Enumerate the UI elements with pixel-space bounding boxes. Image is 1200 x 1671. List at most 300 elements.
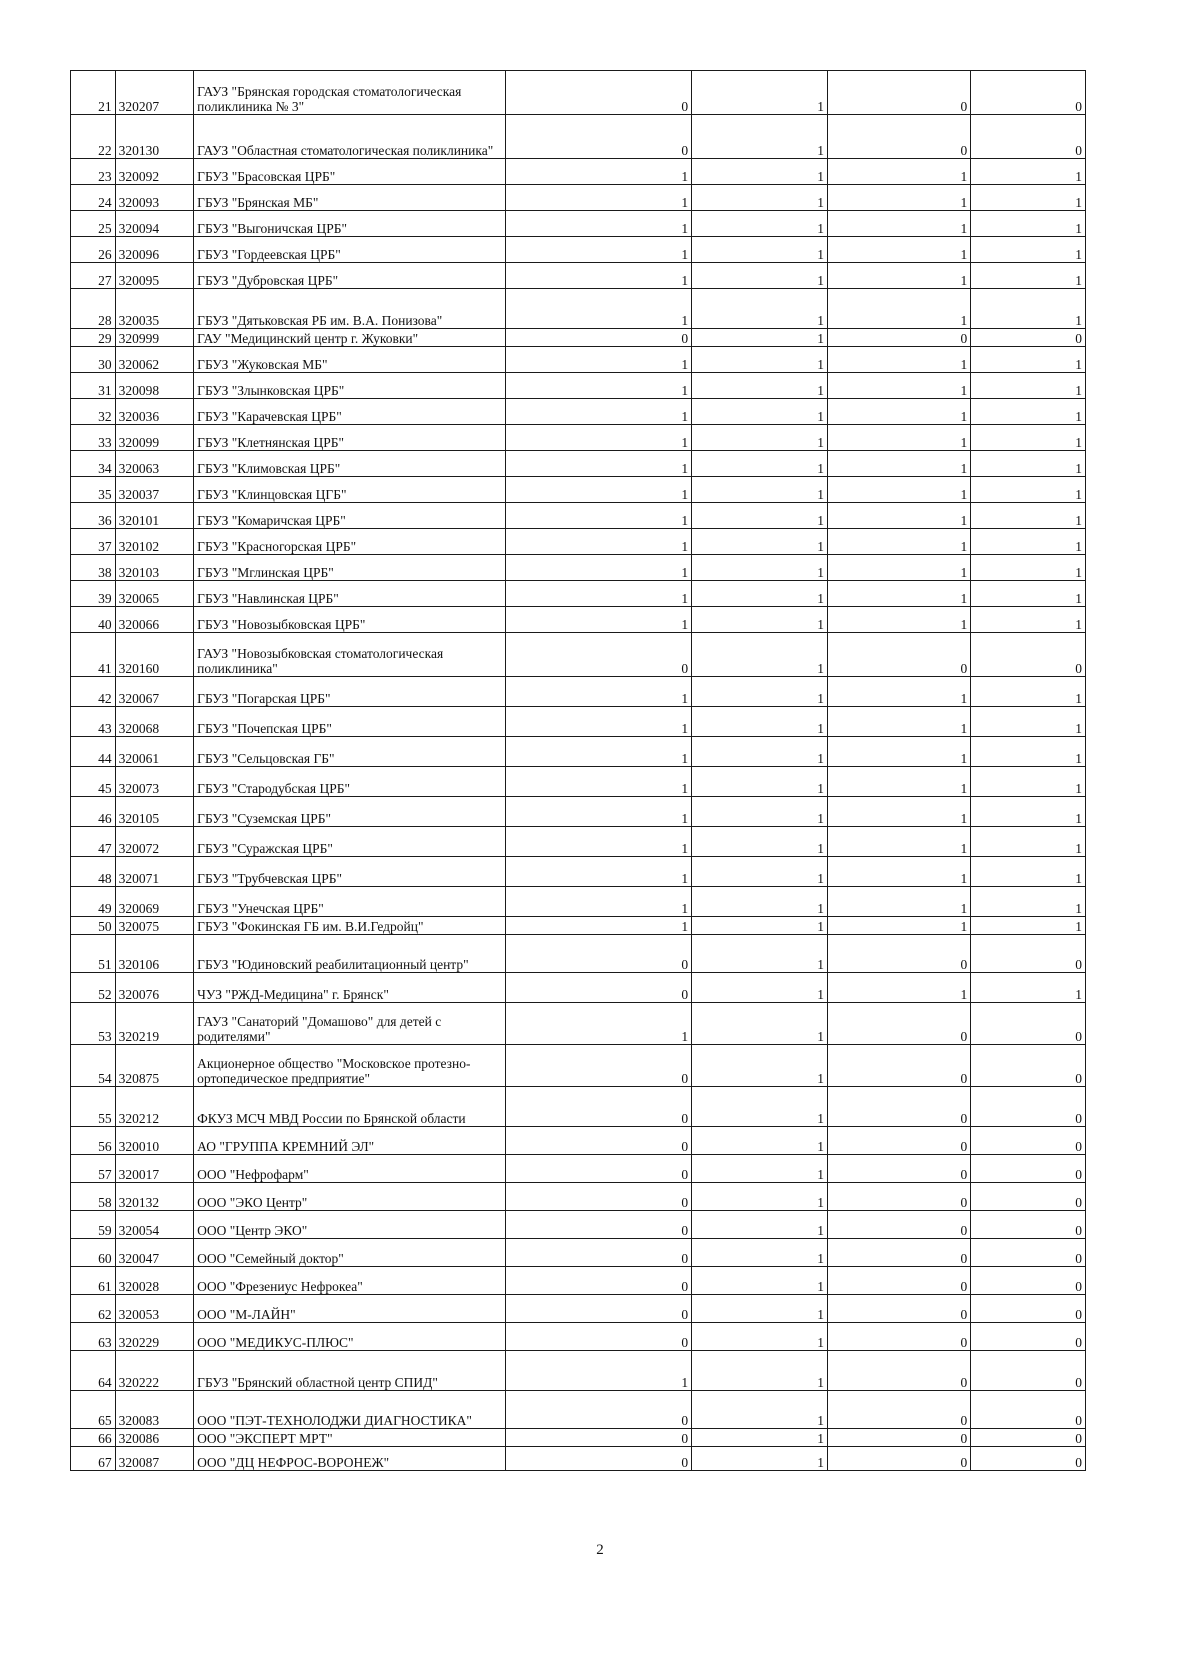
table-row [71, 1295, 1086, 1323]
row-number-cell: 66 [71, 1429, 116, 1447]
value-cell-4: 0 [971, 1323, 1086, 1351]
code-cell: 320094 [115, 211, 194, 237]
code-cell: 320010 [115, 1127, 194, 1155]
table-row [71, 263, 1086, 289]
value-cell-1: 1 [506, 887, 692, 917]
row-number-cell: 63 [71, 1323, 116, 1351]
code-cell: 320101 [115, 503, 194, 529]
value-cell-1: 1 [506, 289, 692, 329]
value-cell-1: 0 [506, 1295, 692, 1323]
table-row [71, 185, 1086, 211]
value-cell-3: 1 [827, 399, 970, 425]
row-number-cell: 45 [71, 767, 116, 797]
value-cell-3: 0 [827, 1127, 970, 1155]
value-cell-1: 1 [506, 347, 692, 373]
organization-name-cell: ГБУЗ "Красногорская ЦРБ" [194, 529, 506, 555]
organization-name-cell: ГБУЗ "Брянский областной центр СПИД" [194, 1351, 506, 1391]
value-cell-3: 0 [827, 1239, 970, 1267]
code-cell: 320083 [115, 1391, 194, 1429]
value-cell-1: 1 [506, 1351, 692, 1391]
row-number-cell: 25 [71, 211, 116, 237]
table-row [71, 973, 1086, 1003]
table-row [71, 425, 1086, 451]
value-cell-2: 1 [692, 1155, 828, 1183]
code-cell: 320160 [115, 633, 194, 677]
table-row [71, 1429, 1086, 1447]
value-cell-4: 0 [971, 1183, 1086, 1211]
value-cell-2: 1 [692, 1295, 828, 1323]
organization-name-cell: ООО "ДЦ НЕФРОС-ВОРОНЕЖ" [194, 1447, 506, 1471]
table-row [71, 887, 1086, 917]
value-cell-4: 1 [971, 451, 1086, 477]
table-row [71, 451, 1086, 477]
value-cell-3: 1 [827, 797, 970, 827]
row-number-cell: 38 [71, 555, 116, 581]
value-cell-2: 1 [692, 329, 828, 347]
organization-name-cell: ГБУЗ "Суземская ЦРБ" [194, 797, 506, 827]
value-cell-4: 0 [971, 1429, 1086, 1447]
value-cell-4: 0 [971, 1211, 1086, 1239]
organization-name-cell: ГБУЗ "Климовская ЦРБ" [194, 451, 506, 477]
value-cell-1: 0 [506, 1045, 692, 1087]
code-cell: 320099 [115, 425, 194, 451]
value-cell-4: 0 [971, 1003, 1086, 1045]
value-cell-2: 1 [692, 1211, 828, 1239]
code-cell: 320069 [115, 887, 194, 917]
value-cell-1: 1 [506, 373, 692, 399]
value-cell-3: 1 [827, 827, 970, 857]
value-cell-3: 0 [827, 935, 970, 973]
value-cell-3: 0 [827, 1447, 970, 1471]
value-cell-2: 1 [692, 1323, 828, 1351]
value-cell-1: 0 [506, 1183, 692, 1211]
code-cell: 320054 [115, 1211, 194, 1239]
value-cell-2: 1 [692, 477, 828, 503]
value-cell-2: 1 [692, 237, 828, 263]
row-number-cell: 49 [71, 887, 116, 917]
value-cell-2: 1 [692, 1183, 828, 1211]
code-cell: 320132 [115, 1183, 194, 1211]
table-row [71, 607, 1086, 633]
value-cell-1: 0 [506, 1447, 692, 1471]
table-row [71, 1391, 1086, 1429]
value-cell-4: 1 [971, 289, 1086, 329]
value-cell-1: 1 [506, 503, 692, 529]
value-cell-2: 1 [692, 1391, 828, 1429]
value-cell-1: 0 [506, 1211, 692, 1239]
code-cell: 320103 [115, 555, 194, 581]
row-number-cell: 64 [71, 1351, 116, 1391]
table-row [71, 503, 1086, 529]
value-cell-2: 1 [692, 1267, 828, 1295]
value-cell-3: 1 [827, 425, 970, 451]
value-cell-1: 0 [506, 71, 692, 115]
row-number-cell: 36 [71, 503, 116, 529]
organization-name-cell: ГБУЗ "Клинцовская ЦГБ" [194, 477, 506, 503]
table-row [71, 1155, 1086, 1183]
code-cell: 320096 [115, 237, 194, 263]
value-cell-2: 1 [692, 633, 828, 677]
table-row [71, 917, 1086, 935]
code-cell: 320087 [115, 1447, 194, 1471]
table-row [71, 529, 1086, 555]
value-cell-3: 1 [827, 707, 970, 737]
code-cell: 320092 [115, 159, 194, 185]
value-cell-4: 0 [971, 1155, 1086, 1183]
value-cell-1: 1 [506, 677, 692, 707]
value-cell-2: 1 [692, 827, 828, 857]
code-cell: 320105 [115, 797, 194, 827]
value-cell-4: 1 [971, 737, 1086, 767]
organization-name-cell: ООО "МЕДИКУС-ПЛЮС" [194, 1323, 506, 1351]
value-cell-2: 1 [692, 1429, 828, 1447]
row-number-cell: 47 [71, 827, 116, 857]
organization-name-cell: ГБУЗ "Гордеевская ЦРБ" [194, 237, 506, 263]
organization-name-cell: ГБУЗ "Унечская ЦРБ" [194, 887, 506, 917]
organization-name-cell: ГБУЗ "Карачевская ЦРБ" [194, 399, 506, 425]
value-cell-3: 0 [827, 1351, 970, 1391]
value-cell-4: 1 [971, 827, 1086, 857]
code-cell: 320062 [115, 347, 194, 373]
row-number-cell: 43 [71, 707, 116, 737]
row-number-cell: 22 [71, 115, 116, 159]
value-cell-3: 0 [827, 1003, 970, 1045]
value-cell-3: 0 [827, 71, 970, 115]
organization-name-cell: ГБУЗ "Сельцовская ГБ" [194, 737, 506, 767]
code-cell: 320222 [115, 1351, 194, 1391]
value-cell-1: 0 [506, 1127, 692, 1155]
value-cell-4: 1 [971, 477, 1086, 503]
value-cell-1: 1 [506, 185, 692, 211]
code-cell: 320053 [115, 1295, 194, 1323]
value-cell-2: 1 [692, 159, 828, 185]
value-cell-3: 0 [827, 1087, 970, 1127]
value-cell-3: 1 [827, 503, 970, 529]
value-cell-4: 1 [971, 237, 1086, 263]
value-cell-2: 1 [692, 973, 828, 1003]
value-cell-4: 0 [971, 1351, 1086, 1391]
organization-name-cell: ГБУЗ "Стародубская ЦРБ" [194, 767, 506, 797]
row-number-cell: 48 [71, 857, 116, 887]
value-cell-3: 0 [827, 633, 970, 677]
table-row [71, 633, 1086, 677]
value-cell-2: 1 [692, 767, 828, 797]
value-cell-3: 1 [827, 451, 970, 477]
value-cell-3: 1 [827, 263, 970, 289]
row-number-cell: 24 [71, 185, 116, 211]
value-cell-1: 0 [506, 115, 692, 159]
code-cell: 320130 [115, 115, 194, 159]
table-row [71, 477, 1086, 503]
value-cell-3: 1 [827, 347, 970, 373]
table-row [71, 1003, 1086, 1045]
code-cell: 320036 [115, 399, 194, 425]
value-cell-2: 1 [692, 399, 828, 425]
table-row [71, 1267, 1086, 1295]
organization-name-cell: ГБУЗ "Дубровская ЦРБ" [194, 263, 506, 289]
row-number-cell: 52 [71, 973, 116, 1003]
value-cell-1: 1 [506, 529, 692, 555]
value-cell-4: 1 [971, 373, 1086, 399]
value-cell-2: 1 [692, 677, 828, 707]
value-cell-3: 1 [827, 581, 970, 607]
value-cell-1: 0 [506, 973, 692, 1003]
value-cell-2: 1 [692, 797, 828, 827]
organization-name-cell: ГАУ "Медицинский центр г. Жуковки" [194, 329, 506, 347]
value-cell-3: 0 [827, 1429, 970, 1447]
value-cell-3: 1 [827, 289, 970, 329]
organization-name-cell: ГАУЗ "Брянская городская стоматологическая поликлиника № 3" [194, 71, 506, 115]
value-cell-1: 0 [506, 1267, 692, 1295]
value-cell-2: 1 [692, 1087, 828, 1127]
row-number-cell: 28 [71, 289, 116, 329]
code-cell: 320075 [115, 917, 194, 935]
organization-name-cell: АО "ГРУППА КРЕМНИЙ ЭЛ" [194, 1127, 506, 1155]
value-cell-3: 1 [827, 677, 970, 707]
value-cell-3: 1 [827, 529, 970, 555]
organization-name-cell: ООО "Семейный доктор" [194, 1239, 506, 1267]
table-row [71, 1447, 1086, 1471]
organization-name-cell: ГАУЗ "Новозыбковская стоматологическая поликлиника" [194, 633, 506, 677]
row-number-cell: 40 [71, 607, 116, 633]
code-cell: 320061 [115, 737, 194, 767]
value-cell-1: 1 [506, 1003, 692, 1045]
code-cell: 320072 [115, 827, 194, 857]
table-row [71, 935, 1086, 973]
value-cell-1: 1 [506, 607, 692, 633]
value-cell-2: 1 [692, 503, 828, 529]
value-cell-4: 1 [971, 555, 1086, 581]
value-cell-4: 1 [971, 797, 1086, 827]
value-cell-2: 1 [692, 185, 828, 211]
code-cell: 320999 [115, 329, 194, 347]
row-number-cell: 60 [71, 1239, 116, 1267]
row-number-cell: 58 [71, 1183, 116, 1211]
code-cell: 320073 [115, 767, 194, 797]
value-cell-2: 1 [692, 1127, 828, 1155]
row-number-cell: 53 [71, 1003, 116, 1045]
row-number-cell: 51 [71, 935, 116, 973]
value-cell-2: 1 [692, 935, 828, 973]
value-cell-1: 1 [506, 767, 692, 797]
code-cell: 320037 [115, 477, 194, 503]
table-row [71, 237, 1086, 263]
value-cell-1: 0 [506, 1429, 692, 1447]
value-cell-3: 1 [827, 767, 970, 797]
table-row [71, 1323, 1086, 1351]
organization-name-cell: ГБУЗ "Клетнянская ЦРБ" [194, 425, 506, 451]
value-cell-2: 1 [692, 887, 828, 917]
value-cell-1: 1 [506, 211, 692, 237]
value-cell-3: 1 [827, 917, 970, 935]
value-cell-1: 1 [506, 707, 692, 737]
organization-name-cell: ГБУЗ "Почепская ЦРБ" [194, 707, 506, 737]
organization-name-cell: ГБУЗ "Брасовская ЦРБ" [194, 159, 506, 185]
row-number-cell: 59 [71, 1211, 116, 1239]
value-cell-4: 1 [971, 347, 1086, 373]
value-cell-4: 1 [971, 425, 1086, 451]
table-row [71, 767, 1086, 797]
value-cell-3: 0 [827, 329, 970, 347]
code-cell: 320065 [115, 581, 194, 607]
value-cell-2: 1 [692, 607, 828, 633]
value-cell-4: 0 [971, 115, 1086, 159]
value-cell-3: 1 [827, 887, 970, 917]
value-cell-4: 1 [971, 159, 1086, 185]
data-table [70, 70, 1086, 1471]
value-cell-4: 1 [971, 529, 1086, 555]
organization-name-cell: ГБУЗ "Навлинская ЦРБ" [194, 581, 506, 607]
value-cell-3: 1 [827, 237, 970, 263]
value-cell-1: 0 [506, 1155, 692, 1183]
code-cell: 320098 [115, 373, 194, 399]
value-cell-2: 1 [692, 581, 828, 607]
organization-name-cell: ГБУЗ "Юдиновский реабилитационный центр" [194, 935, 506, 973]
value-cell-2: 1 [692, 1003, 828, 1045]
value-cell-4: 1 [971, 917, 1086, 935]
organization-name-cell: ООО "Нефрофарм" [194, 1155, 506, 1183]
value-cell-2: 1 [692, 347, 828, 373]
value-cell-2: 1 [692, 529, 828, 555]
value-cell-2: 1 [692, 1351, 828, 1391]
row-number-cell: 37 [71, 529, 116, 555]
value-cell-2: 1 [692, 1045, 828, 1087]
organization-name-cell: ГБУЗ "Дятьковская РБ им. В.А. Понизова" [194, 289, 506, 329]
value-cell-1: 0 [506, 633, 692, 677]
row-number-cell: 32 [71, 399, 116, 425]
row-number-cell: 55 [71, 1087, 116, 1127]
row-number-cell: 42 [71, 677, 116, 707]
table-row [71, 797, 1086, 827]
code-cell: 320035 [115, 289, 194, 329]
value-cell-3: 1 [827, 857, 970, 887]
row-number-cell: 21 [71, 71, 116, 115]
organization-name-cell: ГАУЗ "Санаторий "Домашово" для детей с родителями" [194, 1003, 506, 1045]
value-cell-3: 0 [827, 1267, 970, 1295]
code-cell: 320066 [115, 607, 194, 633]
code-cell: 320068 [115, 707, 194, 737]
value-cell-4: 0 [971, 1127, 1086, 1155]
value-cell-4: 1 [971, 399, 1086, 425]
organization-name-cell: ГБУЗ "Брянская МБ" [194, 185, 506, 211]
value-cell-3: 0 [827, 1183, 970, 1211]
code-cell: 320106 [115, 935, 194, 973]
table-row [71, 1045, 1086, 1087]
value-cell-3: 0 [827, 1045, 970, 1087]
code-cell: 320095 [115, 263, 194, 289]
value-cell-1: 0 [506, 1239, 692, 1267]
value-cell-4: 1 [971, 857, 1086, 887]
organization-name-cell: ГБУЗ "Выгоничская ЦРБ" [194, 211, 506, 237]
table-row [71, 707, 1086, 737]
organization-name-cell: ГБУЗ "Злынковская ЦРБ" [194, 373, 506, 399]
value-cell-3: 0 [827, 1155, 970, 1183]
value-cell-2: 1 [692, 211, 828, 237]
table-row [71, 1087, 1086, 1127]
organization-name-cell: ГБУЗ "Комаричская ЦРБ" [194, 503, 506, 529]
row-number-cell: 41 [71, 633, 116, 677]
table-row [71, 581, 1086, 607]
value-cell-2: 1 [692, 555, 828, 581]
value-cell-1: 1 [506, 857, 692, 887]
table-row [71, 737, 1086, 767]
code-cell: 320017 [115, 1155, 194, 1183]
value-cell-1: 1 [506, 399, 692, 425]
row-number-cell: 46 [71, 797, 116, 827]
value-cell-4: 0 [971, 329, 1086, 347]
code-cell: 320229 [115, 1323, 194, 1351]
value-cell-3: 0 [827, 1323, 970, 1351]
value-cell-2: 1 [692, 451, 828, 477]
organization-name-cell: ГБУЗ "Жуковская МБ" [194, 347, 506, 373]
code-cell: 320067 [115, 677, 194, 707]
row-number-cell: 57 [71, 1155, 116, 1183]
table-row [71, 211, 1086, 237]
row-number-cell: 29 [71, 329, 116, 347]
value-cell-1: 1 [506, 159, 692, 185]
value-cell-3: 0 [827, 1295, 970, 1323]
value-cell-3: 0 [827, 1391, 970, 1429]
row-number-cell: 39 [71, 581, 116, 607]
value-cell-2: 1 [692, 263, 828, 289]
organization-name-cell: ФКУЗ МСЧ МВД России по Брянской области [194, 1087, 506, 1127]
value-cell-1: 1 [506, 827, 692, 857]
code-cell: 320093 [115, 185, 194, 211]
organization-name-cell: ООО "ПЭТ-ТЕХНОЛОДЖИ ДИАГНОСТИКА" [194, 1391, 506, 1429]
table-row [71, 115, 1086, 159]
value-cell-3: 1 [827, 973, 970, 1003]
value-cell-2: 1 [692, 707, 828, 737]
value-cell-4: 1 [971, 211, 1086, 237]
value-cell-3: 1 [827, 211, 970, 237]
value-cell-4: 1 [971, 581, 1086, 607]
organization-name-cell: ГБУЗ "Фокинская ГБ им. В.И.Гедройц" [194, 917, 506, 935]
value-cell-2: 1 [692, 857, 828, 887]
value-cell-1: 0 [506, 329, 692, 347]
value-cell-1: 1 [506, 581, 692, 607]
value-cell-3: 1 [827, 607, 970, 633]
value-cell-1: 1 [506, 237, 692, 263]
code-cell: 320212 [115, 1087, 194, 1127]
table-row [71, 1239, 1086, 1267]
value-cell-3: 1 [827, 555, 970, 581]
organization-name-cell: ГБУЗ "Погарская ЦРБ" [194, 677, 506, 707]
table-row [71, 1183, 1086, 1211]
organization-name-cell: Акционерное общество "Московское протезно-ортопедическое предприятие" [194, 1045, 506, 1087]
organization-name-cell: ООО "М-ЛАЙН" [194, 1295, 506, 1323]
row-number-cell: 62 [71, 1295, 116, 1323]
value-cell-1: 1 [506, 555, 692, 581]
row-number-cell: 31 [71, 373, 116, 399]
value-cell-3: 0 [827, 115, 970, 159]
value-cell-2: 1 [692, 737, 828, 767]
value-cell-2: 1 [692, 1447, 828, 1471]
value-cell-3: 0 [827, 1211, 970, 1239]
code-cell: 320875 [115, 1045, 194, 1087]
value-cell-4: 1 [971, 677, 1086, 707]
value-cell-2: 1 [692, 289, 828, 329]
value-cell-1: 0 [506, 935, 692, 973]
table-body [71, 71, 1086, 1471]
value-cell-4: 0 [971, 1447, 1086, 1471]
row-number-cell: 34 [71, 451, 116, 477]
value-cell-3: 1 [827, 477, 970, 503]
page-number: 2 [596, 1542, 604, 1558]
code-cell: 320047 [115, 1239, 194, 1267]
row-number-cell: 23 [71, 159, 116, 185]
table-row [71, 1127, 1086, 1155]
value-cell-2: 1 [692, 115, 828, 159]
